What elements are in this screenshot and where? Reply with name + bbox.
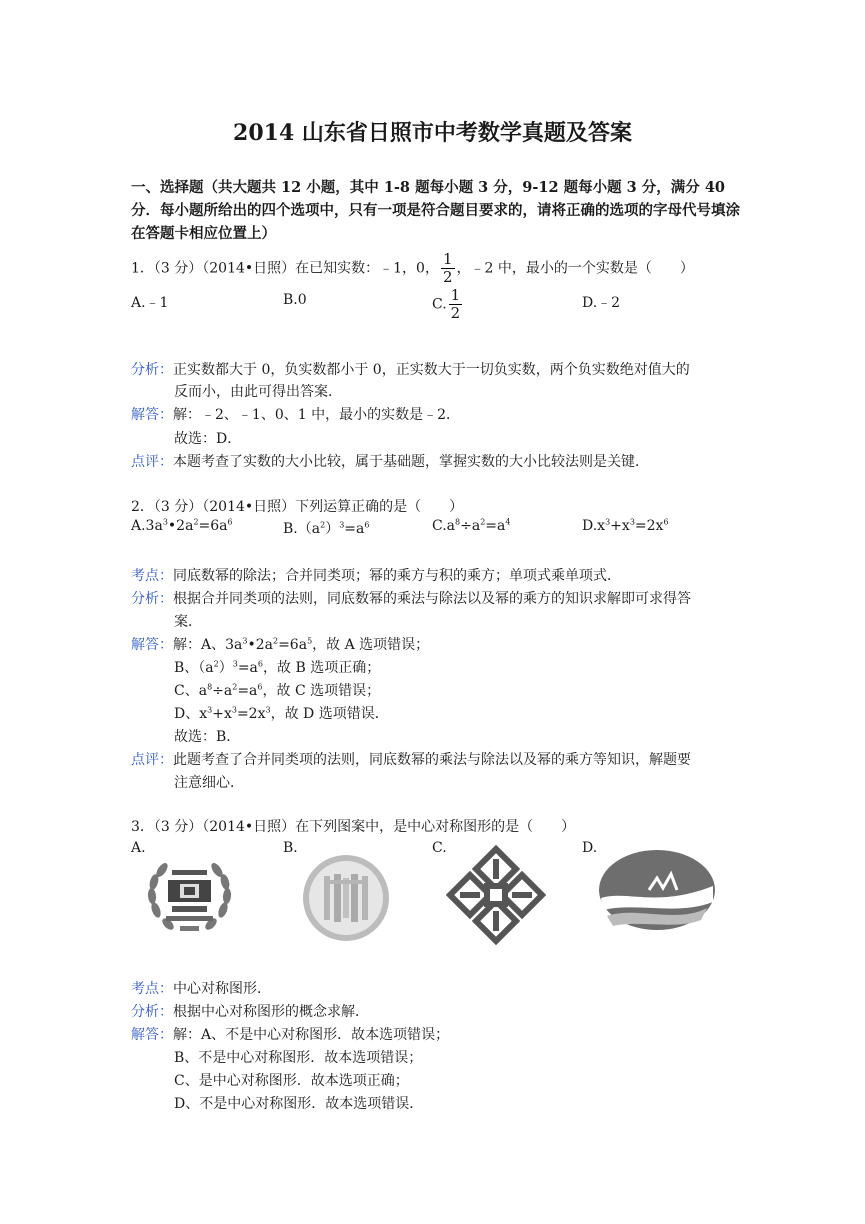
q1-option-c <box>432 288 464 321</box>
q2-answer-a: 解答：解：A、$3a^3•2a^2=6a^5$，故 A 选项错误； <box>131 636 430 653</box>
q3-option-a: A. <box>131 840 146 856</box>
q3-option-c: C. <box>432 840 447 856</box>
q3-topic <box>131 978 271 998</box>
comment-label: 点评： <box>131 752 173 768</box>
q2-comment-text-1: 此题考查了合并同类项的法则，同底数幂的乘法与除法以及幂的乘方等知识，解题要 <box>173 752 691 768</box>
q3-analysis-text: 根据中心对称图形的概念求解． <box>173 1004 369 1020</box>
disc-b-figure <box>296 852 396 944</box>
q2-topic <box>131 565 621 585</box>
q1-option-a: A.﹣1 <box>131 295 169 311</box>
emblem-a-figure <box>142 852 237 947</box>
fraction-denominator: 2 <box>442 268 453 286</box>
q3-answer-text-4: D、不是中心对称图形．故本选项错误． <box>174 1096 424 1112</box>
q1-option-c-letter: C. <box>432 296 447 313</box>
q2-answer-d-suffix: ，故 D 选项错误． <box>270 706 389 722</box>
answer-label: 解答： <box>131 407 173 423</box>
q3-option-b: B. <box>283 840 298 856</box>
fraction-numerator: 1 <box>442 250 453 268</box>
q1-stem-b: ，﹣2 中，最小的一个实数是（ ） <box>456 260 694 277</box>
q2-answer-end: 故选：B． <box>174 729 241 745</box>
topic-label: 考点： <box>131 981 173 997</box>
q1-stem <box>131 252 694 285</box>
analysis-label: 分析： <box>131 591 173 607</box>
section-heading: 一、选择题（共大题共 12 小题，其中 1-8 题每小题 3 分，9-12 题每小题 3 分，满分 40 分．每小题所给出的四个选项中，只有一项是符合题目要求的，请将正确的选项的字母代号填涂在答题卡相应位置上） <box>131 179 740 242</box>
q2-comment-text-2: 注意细心． <box>174 775 244 791</box>
q1-option-c-fraction <box>449 288 463 321</box>
analysis-label: 分析： <box>131 1004 173 1020</box>
q1-answer-text-1: 解：﹣2、﹣1、0、1 中，最小的实数是﹣2． <box>173 407 460 423</box>
q1-option-b: B.0 <box>283 292 307 308</box>
q3-analysis <box>131 1001 369 1021</box>
q2-option-b: $B.(a^2)^3=a^6$ <box>283 520 370 537</box>
page-title: 2014 山东省日照市中考数学真题及答案 <box>233 120 632 146</box>
q2-answer-d: D、$x^3+x^3=2x^3$，故 D 选项错误． <box>174 705 389 722</box>
q3-stem: 3．（3 分）（2014•日照）在下列图案中，是中心对称图形的是（ ） <box>131 819 576 835</box>
q1-fraction <box>441 252 455 285</box>
q2-option-c: $C.a^8\div a^2=a^4$ <box>432 517 511 534</box>
q2-stem: 2．（3 分）（2014•日照）下列运算正确的是（ ） <box>131 499 464 515</box>
q1-analysis-text-1: 正实数都大于 0，负实数都小于 0，正实数大于一切负实数，两个负实数绝对值大的 <box>173 362 690 378</box>
q3-answer <box>131 1024 449 1044</box>
q1-stem-a: 1．（3 分）（2014•日照）在已知实数：﹣1，0， <box>131 260 439 277</box>
q2-analysis <box>131 588 691 608</box>
analysis-label: 分析： <box>131 362 173 378</box>
q2-answer-a-suffix: ，故 A 选项错误； <box>312 637 430 653</box>
q2-answer-c-suffix: ，故 C 选项错误； <box>262 683 381 699</box>
answer-label: 解答： <box>131 1027 173 1043</box>
fraction-numerator: 1 <box>450 286 461 304</box>
q3-topic-text: 中心对称图形． <box>173 981 271 997</box>
q2-option-a: $A.3a^3•2a^2=6a^6$ <box>131 517 233 534</box>
q2-comment <box>131 749 691 769</box>
comment-label: 点评： <box>131 454 173 470</box>
logo-d-figure <box>597 850 717 932</box>
q1-answer-text-2: 故选：D． <box>174 431 242 447</box>
cross-c-figure <box>446 845 546 945</box>
answer-label: 解答： <box>131 637 173 653</box>
q1-answer <box>131 404 460 424</box>
q2-answer-b-suffix: ，故 B 选项正确； <box>263 660 381 676</box>
q3-option-d: D. <box>582 840 598 856</box>
q3-answer-text-2: B、不是中心对称图形．故本选项错误； <box>174 1050 423 1066</box>
q2-answer-c: C、$a^8\div a^2=a^6$，故 C 选项错误； <box>174 682 381 699</box>
q1-analysis <box>131 359 690 379</box>
q1-analysis-text-2: 反而小，由此可得出答案． <box>174 384 342 400</box>
q2-analysis-text-2: 案． <box>174 614 202 630</box>
q1-option-d: D.﹣2 <box>582 295 621 311</box>
q2-option-d: $D.x^3+x^3=2x^6$ <box>582 517 669 534</box>
q2-answer-b: B、$(a^2)^3=a^6$，故 B 选项正确； <box>174 659 381 676</box>
q2-topic-text: 同底数幂的除法；合并同类项；幂的乘方与积的乘方；单项式乘单项式． <box>173 568 621 584</box>
q1-comment-text: 本题考查了实数的大小比较，属于基础题，掌握实数的大小比较法则是关键． <box>173 454 649 470</box>
q3-answer-text-1: 解：A、不是中心对称图形．故本选项错误； <box>173 1027 450 1043</box>
q3-answer-text-3: C、是中心对称图形．故本选项正确； <box>174 1073 409 1089</box>
q2-analysis-text-1: 根据合并同类项的法则，同底数幂的乘法与除法以及幂的乘方的知识求解即可求得答 <box>173 591 691 607</box>
topic-label: 考点： <box>131 568 173 584</box>
q1-comment <box>131 451 649 471</box>
fraction-denominator: 2 <box>450 304 461 322</box>
